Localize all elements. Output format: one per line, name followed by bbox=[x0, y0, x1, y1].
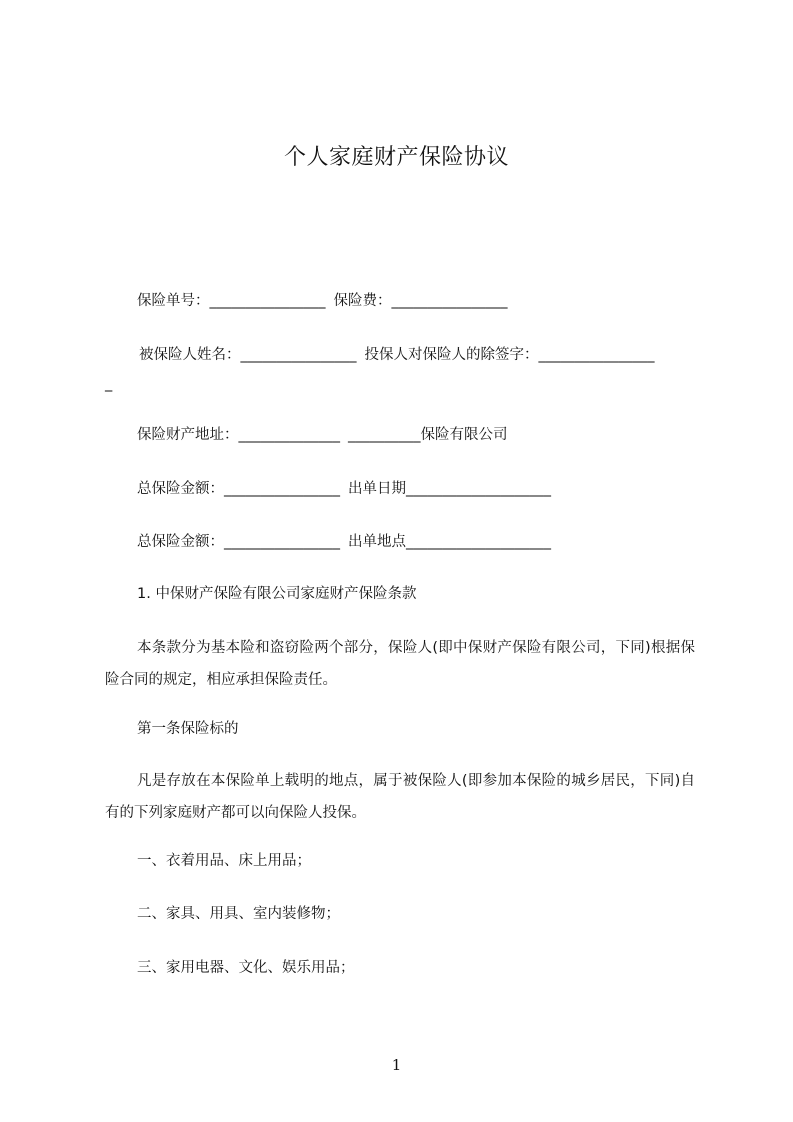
article-heading: 第一条保险标的 bbox=[137, 721, 239, 737]
company-field: __________保险有限公司 bbox=[348, 427, 508, 443]
address-fields-row bbox=[137, 425, 508, 445]
policy-number-field: 保险单号：________________ bbox=[137, 293, 326, 309]
applicant-signature-field: 投保人对保险人的除签字：________________ bbox=[364, 347, 655, 363]
issue-place-field: 出单地点____________________ bbox=[348, 534, 551, 550]
insured-fields-row bbox=[139, 345, 655, 365]
premium-field: 保险费：________________ bbox=[333, 293, 508, 309]
policy-fields-row bbox=[137, 291, 508, 311]
issue-date-field: 出单日期____________________ bbox=[348, 481, 551, 497]
amount-place-row bbox=[137, 532, 551, 552]
page-number: 1 bbox=[391, 1056, 402, 1074]
property-address-field: 保险财产地址：______________ bbox=[137, 427, 340, 443]
insured-name-field: 被保险人姓名：________________ bbox=[139, 347, 357, 363]
amount-date-row bbox=[137, 479, 551, 499]
article-paragraph: 凡是存放在本保险单上载明的地点，属于被保险人(即参加本保险的城乡居民，下同)自有的下列家庭财产都可以向保险人投保。 bbox=[105, 773, 695, 821]
total-amount-field: 总保险金额：________________ bbox=[137, 481, 340, 497]
document-title: 个人家庭财产保险协议 bbox=[283, 145, 509, 170]
total-amount-field: 总保险金额：________________ bbox=[137, 534, 340, 550]
intro-paragraph: 本条款分为基本险和盗窃险两个部分，保险人(即中保财产保险有限公司，下同)根据保险合同的规定，相应承担保险责任。 bbox=[105, 640, 695, 688]
list-item: 一、衣着用品、床上用品； bbox=[137, 853, 311, 869]
clause-heading: 1. 中保财产保险有限公司家庭财产保险条款 bbox=[137, 586, 417, 602]
list-item: 二、家具、用具、室内装修物； bbox=[137, 906, 340, 922]
list-item: 三、家用电器、文化、娱乐用品； bbox=[137, 960, 355, 976]
signature-overflow: _ bbox=[105, 376, 113, 392]
